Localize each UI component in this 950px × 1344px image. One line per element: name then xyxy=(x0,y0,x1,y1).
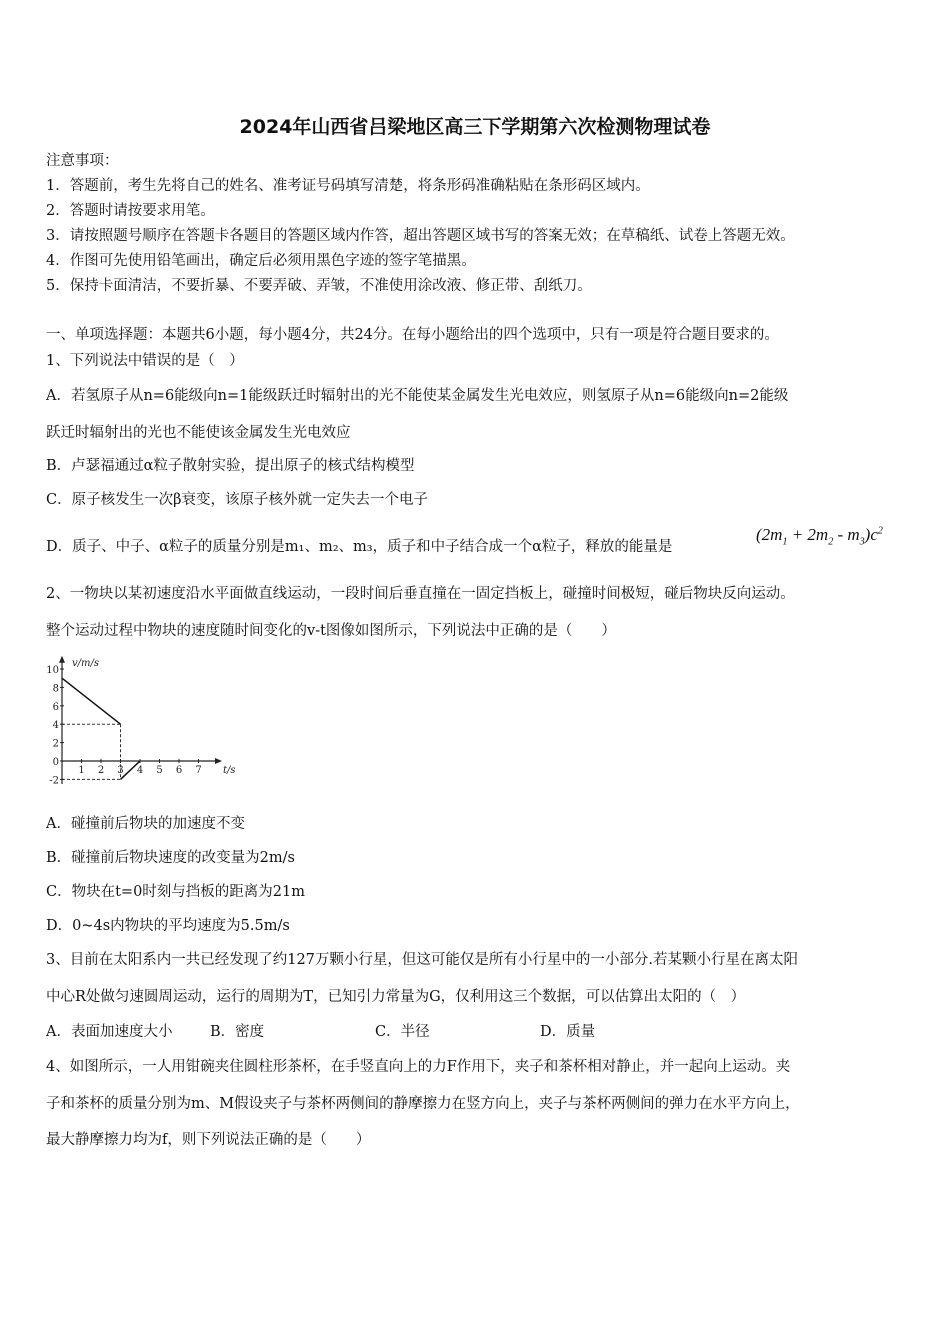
x-axis-arrow xyxy=(215,758,222,764)
q3-option-d: D．质量 xyxy=(540,1024,596,1040)
q3-option-c: C．半径 xyxy=(375,1024,430,1040)
q1-option-c: C．原子核发生一次β衰变，该原子核外就一定失去一个电子 xyxy=(46,492,428,508)
formula-plus: + 2m xyxy=(787,525,829,544)
y-tick-label: 10 xyxy=(46,665,59,676)
q2-option-a: A．碰撞前后物块的加速度不变 xyxy=(46,816,245,832)
formula-exp: 2 xyxy=(877,525,883,537)
formula-sub-2: 2 xyxy=(828,536,834,548)
formula-sub-1: 1 xyxy=(782,536,788,548)
formula-minus: - m xyxy=(833,525,860,544)
y-tick-label: 2 xyxy=(52,738,59,750)
y-tick-label: 6 xyxy=(52,701,59,713)
q4-stem-cont2: 最大静摩擦力均为f，则下列说法正确的是（ ） xyxy=(46,1132,371,1148)
series-line-before-collision xyxy=(62,678,121,724)
page-title: 2024年山西省吕梁地区高三下学期第六次检测物理试卷 xyxy=(239,116,711,138)
q2-stem: 2、一物块以某初速度沿水平面做直线运动，一段时间后垂直撞在一固定挡板上，碰撞时间极短，碰后物块反向运动。 xyxy=(46,586,795,602)
formula-close: )c xyxy=(864,525,878,544)
q4-stem-cont: 子和茶杯的质量分别为m、M假设夹子与茶杯两侧间的静摩擦力在竖方向上，夹子与茶杯两侧间的弹力在水平方向上， xyxy=(46,1096,800,1112)
q3-option-b: B．密度 xyxy=(210,1024,265,1040)
q4-stem: 4、如图所示，一人用钳碗夹住圆柱形茶杯，在手竖直向上的力F作用下，夹子和茶杯相对静止，并一起向上运动。夹 xyxy=(46,1059,791,1075)
x-tick-label: 7 xyxy=(195,765,202,776)
y-axis-label: v/m/s xyxy=(72,657,100,669)
x-tick-label: 3 xyxy=(117,765,124,776)
y-tick-label: -2 xyxy=(49,775,59,787)
y-tick-label: 4 xyxy=(52,720,59,732)
q3-stem: 3、目前在太阳系内一共已经发现了约127万颗小行星，但这可能仅是所有小行星中的一小部分.若某颗小行星在离太阳 xyxy=(46,952,799,968)
q1-stem: 1、下列说法中错误的是（ ） xyxy=(46,353,244,369)
vt-chart xyxy=(40,655,236,790)
x-tick-label: 5 xyxy=(156,765,163,776)
q1-option-b: B．卢瑟福通过α粒子散射实验，提出原子的核式结构模型 xyxy=(46,458,415,474)
notice-item: 2．答题时请按要求用笔。 xyxy=(46,203,215,219)
q3-option-a: A．表面加速度大小 xyxy=(46,1024,173,1040)
notice-item: 4．作图可先使用铅笔画出，确定后必须用黑色字迹的签字笔描黑。 xyxy=(46,253,476,269)
x-tick-label: 6 xyxy=(175,765,183,776)
q2-option-d: D．0~4s内物块的平均速度为5.5m/s xyxy=(46,918,290,934)
notice-item: 1．答题前，考生先将自己的姓名、准考证号码填写清楚，将条形码准确粘贴在条形码区域内。 xyxy=(46,178,650,194)
y-tick-label: 0 xyxy=(52,757,59,768)
formula-open: (2m xyxy=(756,525,783,544)
x-axis-label: t/s xyxy=(223,765,236,776)
y-axis-arrow xyxy=(59,656,65,663)
q2-stem-cont: 整个运动过程中物块的速度随时间变化的v-t图像如图所示，下列说法中正确的是（ ） xyxy=(46,623,616,639)
x-tick-label: 2 xyxy=(97,765,105,776)
x-tick-label: 1 xyxy=(78,765,85,776)
y-tick-label: 8 xyxy=(52,683,59,695)
formula-sub-3: 3 xyxy=(859,536,865,548)
q3-stem-cont: 中心R处做匀速圆周运动，运行的周期为T，已知引力常量为G，仅利用这三个数据，可以估算出太阳的（ ） xyxy=(46,989,746,1005)
q2-option-b: B．碰撞前后物块速度的改变量为2m/s xyxy=(46,850,295,866)
energy-formula xyxy=(756,525,883,547)
chart-grid xyxy=(62,724,124,779)
q1-option-a-cont: 跃迁时辐射出的光也不能使该金属发生光电效应 xyxy=(46,425,351,441)
q1-option-a: A．若氢原子从n=6能级向n=1能级跃迁时辐射出的光不能使某金属发生光电效应，则氢原子从n=6能级向n=2能级 xyxy=(46,388,789,404)
section-heading: 一、单项选择题：本题共6小题，每小题4分，共24分。在每小题给出的四个选项中，只有一项是符合题目要求的。 xyxy=(46,327,779,343)
x-tick-label: 4 xyxy=(136,765,144,776)
q1-option-d: D．质子、中子、α粒子的质量分别是m₁、m₂、m₃，质子和中子结合成一个α粒子，释放的能量是 xyxy=(46,539,673,555)
notice-heading: 注意事项： xyxy=(46,153,119,169)
notice-item: 3．请按照题号顺序在答题卡各题目的答题区域内作答，超出答题区域书写的答案无效；在草稿纸、试卷上答题无效。 xyxy=(46,228,795,244)
notice-item: 5．保持卡面清洁，不要折暴、不要弄破、弄皱，不准使用涂改液、修正带、刮纸刀。 xyxy=(46,278,592,294)
chart-axes xyxy=(59,656,236,784)
q2-option-c: C．物块在t=0时刻与挡板的距离为21m xyxy=(46,884,305,900)
